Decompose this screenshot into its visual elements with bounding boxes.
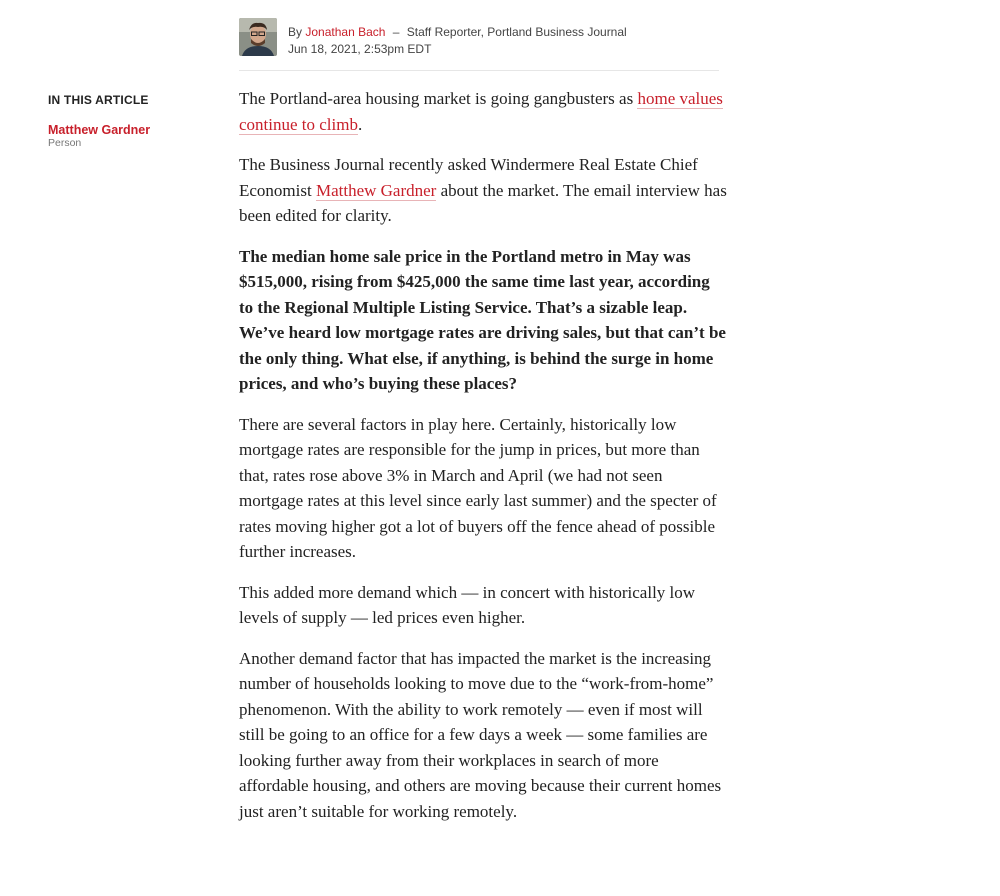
home-values-link[interactable]: home values continue to climb	[239, 89, 723, 134]
sidebar-entity-type: Person	[48, 137, 82, 149]
author-avatar[interactable]	[239, 18, 277, 56]
matthew-gardner-link[interactable]: Matthew Gardner	[315, 180, 437, 200]
byline-text	[288, 24, 627, 58]
byline-prefix: By	[288, 25, 303, 39]
interview-question: The median home sale price in the Portland metro in May was $515,000, rising from $425,000 the same time last year, according to the Regional Multiple Listing Service. That’s a sizable leap. We’ve heard low mortgage rates are driving sales, but that can’t be the only thing. What else, if anything, is behind the surge in home prices, and who’s buying these places?	[239, 246, 726, 393]
author-link[interactable]: Jonathan Bach	[305, 25, 386, 39]
byline-separator: –	[392, 25, 400, 39]
author-role: Staff Reporter, Portland Business Journal	[406, 25, 627, 39]
in-this-article-sidebar	[48, 93, 198, 149]
article-byline	[239, 18, 719, 71]
article-paragraph: This added more demand which — in concert with historically low levels of supply — led prices even higher.	[239, 582, 696, 627]
article-paragraph	[239, 152, 727, 229]
paragraph-text: about the market. The email interview has been edited for clarity.	[239, 180, 727, 225]
sidebar-entity-link[interactable]: Matthew Gardner	[48, 123, 151, 137]
paragraph-text: The Portland-area housing market is going gangbusters as	[239, 89, 638, 108]
article-paragraph	[239, 86, 727, 137]
publish-timestamp: Jun 18, 2021, 2:53pm EDT	[288, 42, 432, 56]
paragraph-text: The Business Journal recently asked Windermere Real Estate Chief Economist	[239, 155, 698, 200]
sidebar-heading: IN THIS ARTICLE	[48, 93, 149, 107]
article-paragraph: Another demand factor that has impacted the market is the increasing number of households looking to move due to the “work-from-home” phenomenon. With the ability to work remotely — even if most will still be going to an office for a few days a week — some families are looking further away from their workplaces in search of more affordable housing, and others are moving because their current homes just aren’t suitable for working remotely.	[239, 648, 722, 821]
article-paragraph: There are several factors in play here. Certainly, historically low mortgage rates are responsible for the jump in prices, but more than that, rates rose above 3% in March and April (we had not seen mortgage rates at this level since early last summer) and the specter of rates moving higher got a lot of buyers off the fence ahead of possible further increases.	[239, 414, 717, 561]
author-photo-icon	[239, 18, 277, 56]
paragraph-text: .	[357, 114, 363, 134]
article-body	[239, 86, 727, 839]
